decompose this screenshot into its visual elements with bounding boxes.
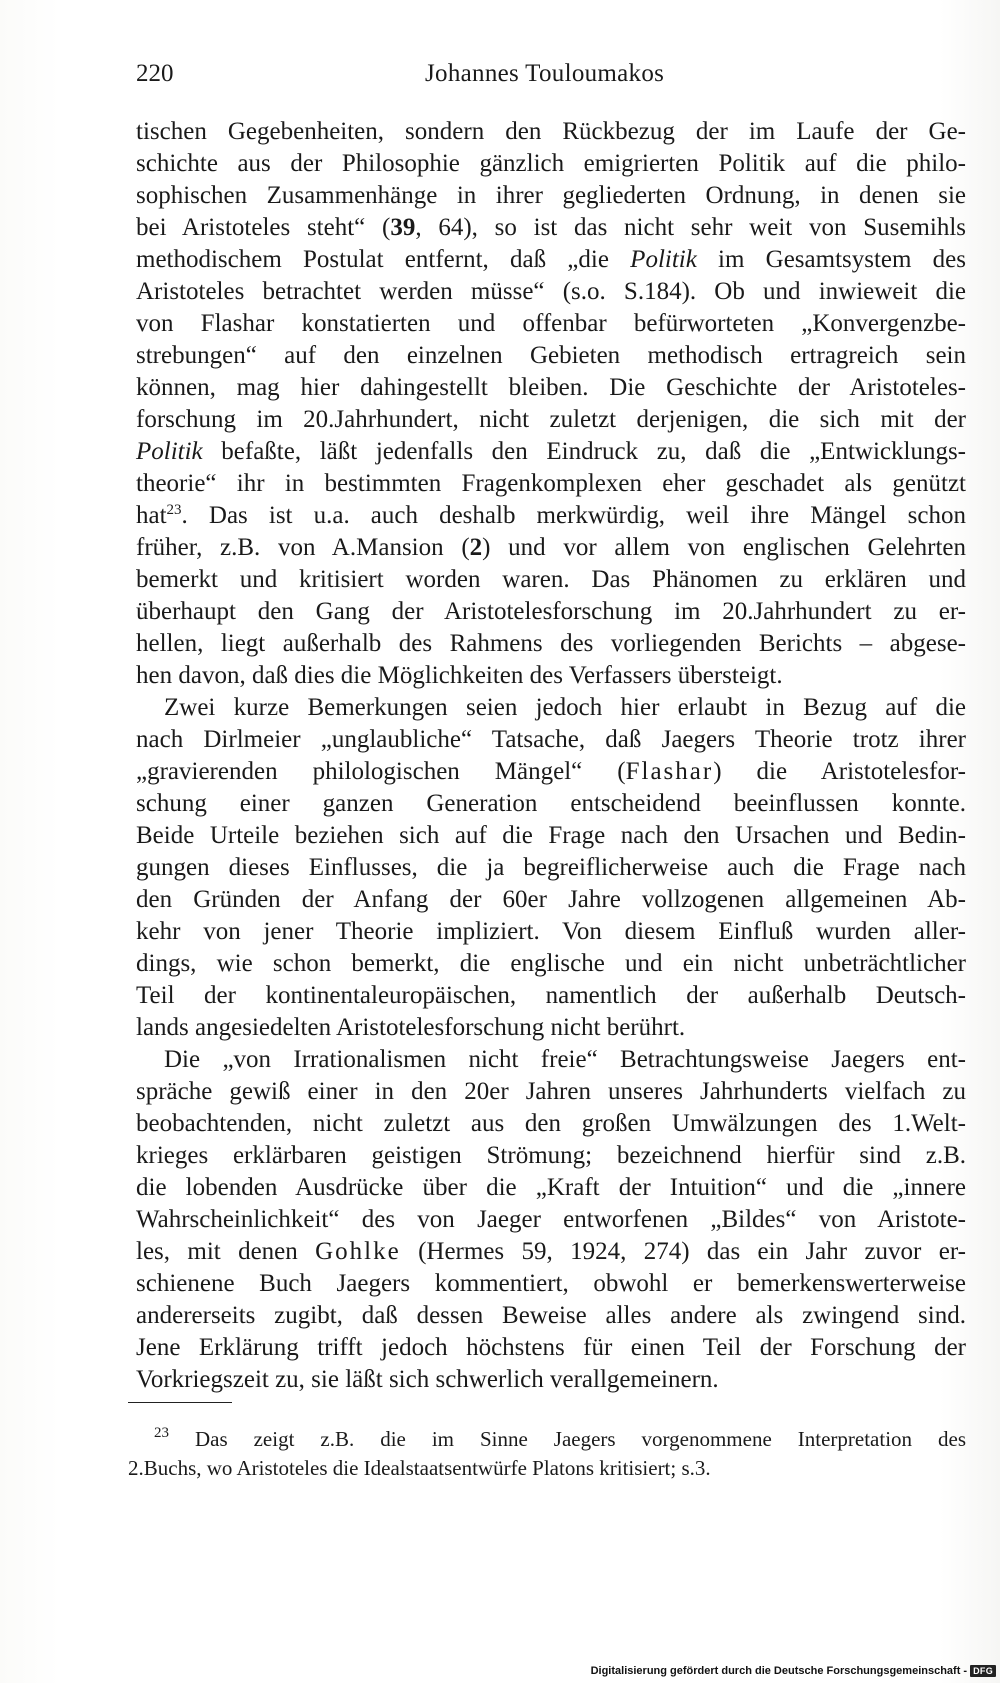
text-run: sophischen Zusammenhänge in ihrer gegliederten Ordnung, in denen sie (136, 182, 966, 209)
text-line (136, 340, 966, 372)
text-line (136, 948, 966, 980)
paragraph (136, 692, 966, 1044)
text-run: theorie“ ihr in bestimmten Fragenkomplexen eher geschadet als genützt (136, 470, 966, 497)
text-run: Wahrscheinlichkeit“ des von Jaeger entworfenen „Bildes“ von Aristote- (136, 1206, 966, 1233)
text-run: bei Aristoteles steht“ ( (136, 214, 391, 241)
text-line (136, 788, 966, 820)
text-line (136, 276, 966, 308)
text-run: hellen, liegt außerhalb des Rahmens des vorliegenden Berichts – abgese- (136, 630, 966, 657)
page-number: 220 (136, 60, 174, 87)
text-line (136, 1140, 966, 1172)
text-line (136, 980, 966, 1012)
text-line (136, 596, 966, 628)
text-line (136, 820, 966, 852)
text-run: beobachtenden, nicht zuletzt aus den großen Umwälzungen des 1.Welt- (136, 1110, 966, 1137)
text-run: Zwei kurze Bemerkungen seien jedoch hier erlaubt in Bezug auf die (164, 694, 966, 721)
text-run: den Gründen der Anfang der 60er Jahre vollzogenen allgemeinen Ab- (136, 886, 966, 913)
text-run: schienene Buch Jaegers kommentiert, obwohl er bemerkenswerterweise (136, 1270, 966, 1297)
footnote-text: 2.Buchs, wo Aristoteles die Idealstaatsentwürfe Platons kritisiert; s.3. (128, 1456, 711, 1480)
running-head: Johannes Touloumakos (425, 60, 665, 87)
text-line (136, 148, 966, 180)
footnote-number: 23 (154, 1425, 169, 1441)
text-run: schung einer ganzen Generation entscheidend beeinflussen konnte. (136, 790, 966, 817)
text-run: . Das ist u.a. auch deshalb merkwürdig, weil ihre Mängel schon (181, 502, 966, 529)
text-run: les, mit denen (136, 1238, 316, 1265)
text-run: bemerkt und kritisiert worden waren. Das Phänomen zu erklären und (136, 566, 966, 593)
text-line (136, 1044, 966, 1076)
text-line (136, 180, 966, 212)
text-line (136, 244, 966, 276)
text-line (136, 1268, 966, 1300)
text-line (136, 852, 966, 884)
text-run: krieges erklärbaren geistigen Strömung; bezeichnend hierfür sind z.B. (136, 1142, 966, 1169)
text-run: schichte aus der Philosophie gänzlich emigrierten Politik auf die philo- (136, 150, 966, 177)
page-header (136, 60, 966, 100)
text-run: Politik (630, 246, 697, 273)
text-line (136, 692, 966, 724)
text-line (136, 1332, 966, 1364)
text-run: „gravierenden philologischen Mängel“ ( (136, 758, 626, 785)
text-run: 2 (469, 534, 483, 561)
text-line (136, 1108, 966, 1140)
text-line (136, 532, 966, 564)
text-run: überhaupt den Gang der Aristotelesforschung im 20.Jahrhundert zu er- (136, 598, 966, 625)
text-line (136, 1204, 966, 1236)
credit-text: Digitalisierung gefördert durch die Deutsche Forschungsgemeinschaft - (590, 1665, 968, 1677)
text-run: Teil der kontinentaleuropäischen, namentlich der außerhalb Deutsch- (136, 982, 966, 1009)
text-run: Die „von Irrationalismen nicht freie“ Betrachtungsweise Jaegers ent- (164, 1046, 966, 1073)
text-run: strebungen“ auf den einzelnen Gebieten methodisch ertragreich sein (136, 342, 966, 369)
text-line (136, 564, 966, 596)
body-text (136, 116, 966, 1396)
footnote-separator (128, 1402, 232, 1403)
text-line (136, 884, 966, 916)
text-line (136, 660, 966, 692)
text-run: Flashar (625, 758, 714, 785)
footnote-text: Das zeigt z.B. die im Sinne Jaegers vorgenommene Interpretation des (194, 1427, 967, 1451)
text-line (136, 1236, 966, 1268)
text-line (136, 372, 966, 404)
text-line (136, 500, 966, 532)
footnote-line (128, 1425, 966, 1454)
text-line (136, 468, 966, 500)
footnote-line (128, 1454, 966, 1483)
text-line (136, 212, 966, 244)
text-line (136, 404, 966, 436)
text-run: von Flashar konstatierten und offenbar befürworteten „Konvergenzbe- (136, 310, 966, 337)
text-line (136, 1012, 966, 1044)
text-run: Politik (136, 438, 203, 465)
text-run: methodischem Postulat entfernt, daß „die (136, 246, 631, 273)
text-run: Gohlke (315, 1238, 401, 1265)
text-line (136, 1364, 966, 1396)
text-run: Beide Urteile beziehen sich auf die Frage nach den Ursachen und Bedin- (136, 822, 966, 849)
text-run: die lobenden Ausdrücke über die „Kraft der Intuition“ und die „innere (136, 1174, 966, 1201)
text-run: hen davon, daß dies die Möglichkeiten des Verfassers übersteigt. (136, 662, 783, 689)
text-line (136, 1076, 966, 1108)
text-run: kehr von jener Theorie impliziert. Von diesem Einfluß wurden aller- (136, 918, 966, 945)
text-run: gungen dieses Einflusses, die ja begreiflicherweise auch die Frage nach (136, 854, 966, 881)
text-run: forschung im 20.Jahrhundert, nicht zuletzt derjenigen, die sich mit der (136, 406, 966, 433)
text-line (136, 1300, 966, 1332)
text-run: ) die Aristotelesfor- (713, 758, 966, 785)
text-run: Jene Erklärung trifft jedoch höchstens für einen Teil der Forschung der (136, 1334, 966, 1361)
text-run: können, mag hier dahingestellt bleiben. Die Geschichte der Aristoteles- (136, 374, 966, 401)
text-line (136, 116, 966, 148)
text-run: Aristoteles betrachtet werden müsse“ (s.o. S.184). Ob und inwieweit die (136, 278, 966, 305)
text-line (136, 308, 966, 340)
text-run: 39 (390, 214, 416, 241)
text-line (136, 756, 966, 788)
text-run: hat (136, 502, 167, 529)
paragraph (136, 116, 966, 692)
text-run: nach Dirlmeier „unglaubliche“ Tatsache, daß Jaegers Theorie trotz ihrer (136, 726, 966, 753)
text-run: im Gesamtsystem des (696, 246, 967, 273)
text-run: lands angesiedelten Aristotelesforschung nicht berührt. (136, 1014, 686, 1041)
text-run: ) und vor allem von englischen Gelehrten (482, 534, 967, 561)
text-line (136, 1172, 966, 1204)
text-run: andererseits zugibt, daß dessen Beweise alles andere als zwingend sind. (136, 1302, 966, 1329)
text-line (136, 916, 966, 948)
text-run: befaßte, läßt jedenfalls den Eindruck zu, daß die „Entwicklungs- (202, 438, 966, 465)
text-run: Vorkriegszeit zu, sie läßt sich schwerlich verallgemeinern. (136, 1366, 719, 1393)
dfg-logo-icon: DFG (970, 1665, 996, 1677)
text-run: , 64), so ist das nicht sehr weit von Susemihls (415, 214, 966, 241)
paragraph (136, 1044, 966, 1396)
text-run: früher, z.B. von A.Mansion ( (136, 534, 470, 561)
footnote-ref: 23 (166, 502, 182, 518)
footnote (128, 1425, 966, 1483)
text-line (136, 436, 966, 468)
digitization-credit (591, 1662, 996, 1680)
text-run: dings, wie schon bemerkt, die englische und ein nicht unbeträchtlicher (136, 950, 966, 977)
text-line (136, 628, 966, 660)
text-line (136, 724, 966, 756)
text-run: spräche gewiß einer in den 20er Jahren unseres Jahrhunderts vielfach zu (136, 1078, 966, 1105)
text-run: tischen Gegebenheiten, sondern den Rückbezug der im Laufe der Ge- (136, 118, 966, 145)
text-run: (Hermes 59, 1924, 274) das ein Jahr zuvor er- (400, 1238, 966, 1265)
